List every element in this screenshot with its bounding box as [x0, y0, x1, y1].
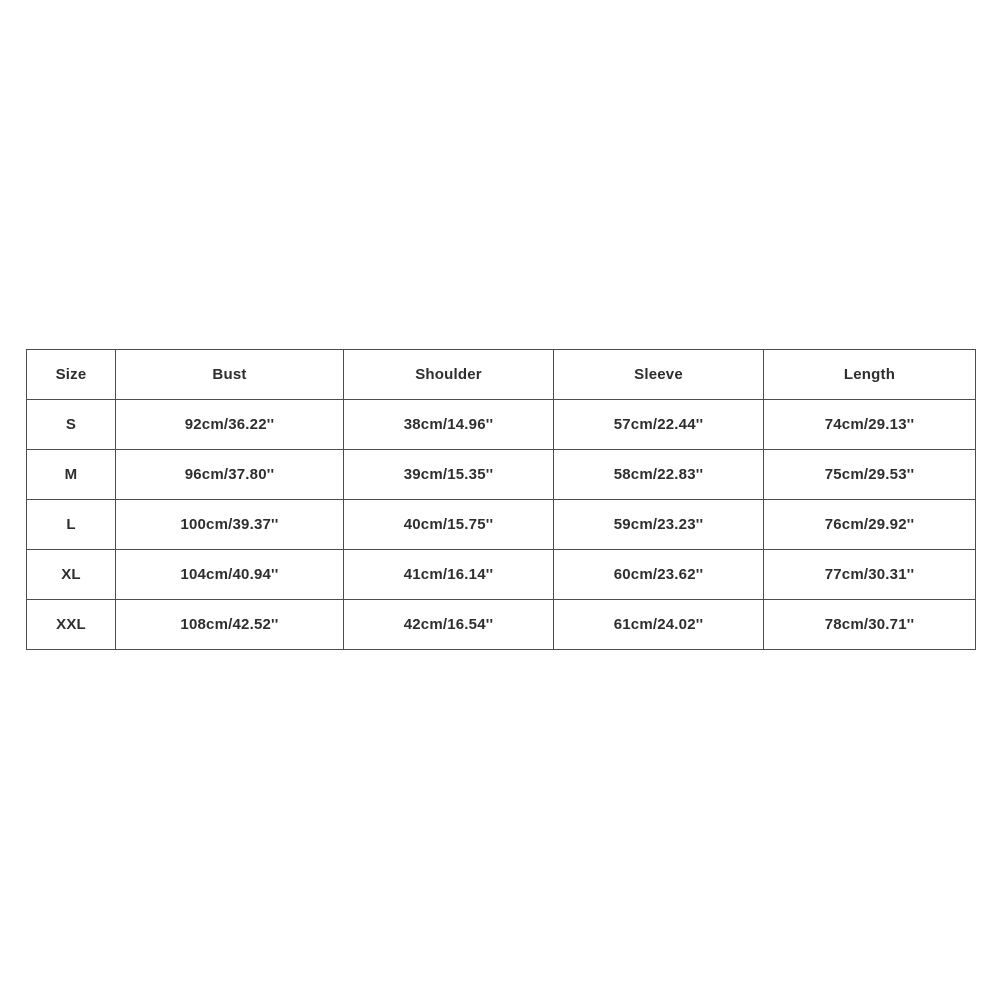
- measurement-cell: 100cm/39.37'': [116, 500, 344, 550]
- measurement-cell: 59cm/23.23'': [554, 500, 764, 550]
- column-header: Sleeve: [554, 350, 764, 400]
- measurement-cell: 39cm/15.35'': [344, 450, 554, 500]
- table-row: [27, 400, 976, 450]
- measurement-cell: 76cm/29.92'': [764, 500, 976, 550]
- size-cell: S: [27, 400, 116, 450]
- column-header: Shoulder: [344, 350, 554, 400]
- measurement-cell: 60cm/23.62'': [554, 550, 764, 600]
- measurement-cell: 104cm/40.94'': [116, 550, 344, 600]
- measurement-cell: 78cm/30.71'': [764, 600, 976, 650]
- table-row: [27, 550, 976, 600]
- column-header: Bust: [116, 350, 344, 400]
- measurement-cell: 41cm/16.14'': [344, 550, 554, 600]
- measurement-cell: 57cm/22.44'': [554, 400, 764, 450]
- header-row: [27, 350, 976, 400]
- column-header: Length: [764, 350, 976, 400]
- size-cell: L: [27, 500, 116, 550]
- measurement-cell: 38cm/14.96'': [344, 400, 554, 450]
- table-row: [27, 600, 976, 650]
- size-cell: XXL: [27, 600, 116, 650]
- measurement-cell: 58cm/22.83'': [554, 450, 764, 500]
- table-row: [27, 450, 976, 500]
- measurement-cell: 42cm/16.54'': [344, 600, 554, 650]
- size-cell: M: [27, 450, 116, 500]
- measurement-cell: 108cm/42.52'': [116, 600, 344, 650]
- measurement-cell: 61cm/24.02'': [554, 600, 764, 650]
- table-row: [27, 500, 976, 550]
- measurement-cell: 40cm/15.75'': [344, 500, 554, 550]
- measurement-cell: 92cm/36.22'': [116, 400, 344, 450]
- size-chart-table: [26, 349, 976, 650]
- column-header: Size: [27, 350, 116, 400]
- size-cell: XL: [27, 550, 116, 600]
- measurement-cell: 77cm/30.31'': [764, 550, 976, 600]
- measurement-cell: 96cm/37.80'': [116, 450, 344, 500]
- measurement-cell: 74cm/29.13'': [764, 400, 976, 450]
- table-body: [27, 400, 976, 650]
- measurement-cell: 75cm/29.53'': [764, 450, 976, 500]
